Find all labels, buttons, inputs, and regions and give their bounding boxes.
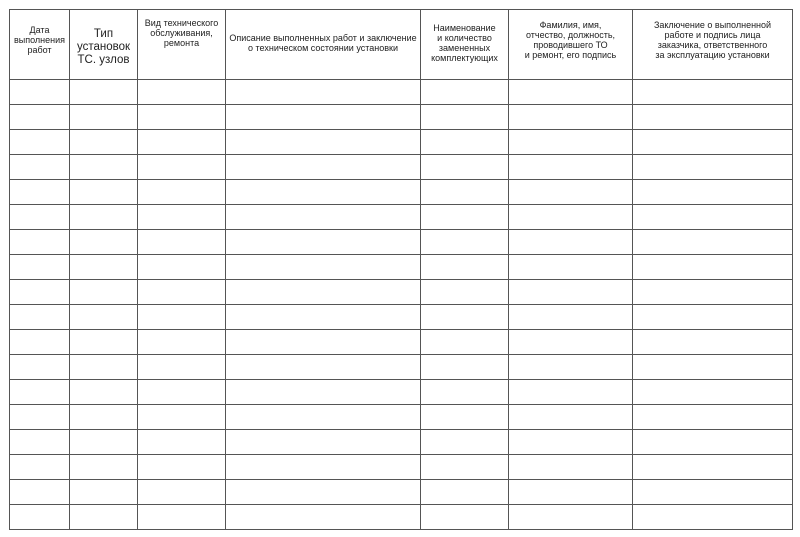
table-cell-service	[138, 405, 226, 430]
maintenance-log-sheet	[9, 9, 792, 529]
table-cell-desc	[226, 280, 421, 305]
header-service-type: Вид технического обслуживания, ремонта	[138, 10, 226, 80]
table-cell-service	[138, 505, 226, 530]
table-cell-desc	[226, 105, 421, 130]
table-body	[10, 80, 793, 530]
table-cell-service	[138, 455, 226, 480]
table-cell-parts	[421, 255, 509, 280]
table-cell-date	[10, 355, 70, 380]
table-cell-conclusion	[633, 180, 793, 205]
header-work-description: Описание выполненных работ и заключение о техническом состоянии установки	[226, 10, 421, 80]
header-customer-conclusion: Заключение о выполненной работе и подпись лица заказчика, ответственного за эксплуатацию установки	[633, 10, 793, 80]
table-cell-type	[70, 280, 138, 305]
table-row	[10, 80, 793, 105]
table-row	[10, 230, 793, 255]
table-cell-service	[138, 180, 226, 205]
table-header-row	[10, 10, 793, 80]
table-cell-date	[10, 180, 70, 205]
table-row	[10, 505, 793, 530]
header-installation-type: Тип установок ТС. узлов	[70, 10, 138, 80]
table-cell-type	[70, 455, 138, 480]
table-cell-parts	[421, 305, 509, 330]
table-cell-conclusion	[633, 505, 793, 530]
table-cell-service	[138, 205, 226, 230]
table-cell-desc	[226, 130, 421, 155]
table-cell-desc	[226, 155, 421, 180]
table-cell-person	[509, 305, 633, 330]
table-row	[10, 355, 793, 380]
table-cell-desc	[226, 480, 421, 505]
table-cell-conclusion	[633, 380, 793, 405]
table-cell-date	[10, 330, 70, 355]
table-cell-person	[509, 330, 633, 355]
header-technician: Фамилия, имя, отчество, должность, проводившего ТО и ремонт, его подпись	[509, 10, 633, 80]
table-cell-desc	[226, 455, 421, 480]
table-cell-type	[70, 80, 138, 105]
table-cell-conclusion	[633, 355, 793, 380]
table-cell-date	[10, 380, 70, 405]
table-cell-person	[509, 130, 633, 155]
table-cell-service	[138, 130, 226, 155]
table-cell-conclusion	[633, 330, 793, 355]
table-row	[10, 330, 793, 355]
table-row	[10, 405, 793, 430]
table-cell-conclusion	[633, 280, 793, 305]
table-cell-person	[509, 480, 633, 505]
table-row	[10, 480, 793, 505]
table-cell-parts	[421, 80, 509, 105]
table-row	[10, 255, 793, 280]
table-cell-service	[138, 305, 226, 330]
table-cell-person	[509, 105, 633, 130]
table-cell-desc	[226, 380, 421, 405]
table-cell-parts	[421, 230, 509, 255]
table-cell-parts	[421, 480, 509, 505]
table-cell-desc	[226, 405, 421, 430]
table-cell-parts	[421, 330, 509, 355]
table-cell-service	[138, 105, 226, 130]
table-cell-type	[70, 305, 138, 330]
table-cell-date	[10, 405, 70, 430]
table-cell-desc	[226, 430, 421, 455]
table-cell-type	[70, 405, 138, 430]
table-cell-service	[138, 355, 226, 380]
table-cell-desc	[226, 355, 421, 380]
table-cell-parts	[421, 280, 509, 305]
table-cell-conclusion	[633, 430, 793, 455]
maintenance-log-table	[9, 9, 793, 530]
table-cell-conclusion	[633, 80, 793, 105]
table-cell-conclusion	[633, 155, 793, 180]
table-cell-date	[10, 205, 70, 230]
table-cell-parts	[421, 405, 509, 430]
table-cell-parts	[421, 430, 509, 455]
table-cell-date	[10, 455, 70, 480]
table-cell-date	[10, 155, 70, 180]
table-cell-type	[70, 480, 138, 505]
table-cell-type	[70, 505, 138, 530]
table-cell-type	[70, 355, 138, 380]
table-cell-desc	[226, 180, 421, 205]
header-replaced-parts: Наименование и количество замененных комплектующих	[421, 10, 509, 80]
table-row	[10, 455, 793, 480]
table-cell-person	[509, 280, 633, 305]
table-cell-service	[138, 155, 226, 180]
table-cell-type	[70, 205, 138, 230]
table-cell-person	[509, 255, 633, 280]
table-cell-person	[509, 430, 633, 455]
table-cell-type	[70, 130, 138, 155]
table-cell-date	[10, 480, 70, 505]
table-row	[10, 430, 793, 455]
table-cell-service	[138, 280, 226, 305]
table-row	[10, 305, 793, 330]
table-cell-service	[138, 230, 226, 255]
table-cell-parts	[421, 130, 509, 155]
table-cell-parts	[421, 155, 509, 180]
table-row	[10, 105, 793, 130]
table-cell-parts	[421, 205, 509, 230]
table-cell-date	[10, 255, 70, 280]
table-cell-date	[10, 230, 70, 255]
table-cell-date	[10, 130, 70, 155]
table-cell-date	[10, 505, 70, 530]
table-cell-parts	[421, 355, 509, 380]
table-cell-service	[138, 380, 226, 405]
table-cell-person	[509, 505, 633, 530]
table-cell-service	[138, 255, 226, 280]
table-cell-type	[70, 430, 138, 455]
table-row	[10, 155, 793, 180]
table-cell-date	[10, 280, 70, 305]
table-cell-person	[509, 180, 633, 205]
table-cell-person	[509, 380, 633, 405]
table-cell-date	[10, 430, 70, 455]
table-cell-type	[70, 380, 138, 405]
table-cell-service	[138, 330, 226, 355]
table-cell-person	[509, 155, 633, 180]
table-cell-type	[70, 180, 138, 205]
table-cell-conclusion	[633, 130, 793, 155]
table-cell-person	[509, 80, 633, 105]
table-cell-person	[509, 405, 633, 430]
table-cell-desc	[226, 255, 421, 280]
table-cell-person	[509, 230, 633, 255]
table-cell-service	[138, 480, 226, 505]
table-cell-parts	[421, 505, 509, 530]
table-cell-parts	[421, 105, 509, 130]
table-cell-desc	[226, 80, 421, 105]
table-cell-conclusion	[633, 255, 793, 280]
table-cell-type	[70, 230, 138, 255]
table-cell-desc	[226, 230, 421, 255]
table-cell-desc	[226, 330, 421, 355]
table-cell-parts	[421, 180, 509, 205]
table-row	[10, 130, 793, 155]
header-date: Дата выполнения работ	[10, 10, 70, 80]
table-cell-conclusion	[633, 105, 793, 130]
table-cell-conclusion	[633, 205, 793, 230]
table-cell-conclusion	[633, 405, 793, 430]
table-cell-service	[138, 430, 226, 455]
table-row	[10, 180, 793, 205]
table-cell-person	[509, 455, 633, 480]
table-row	[10, 280, 793, 305]
table-cell-desc	[226, 505, 421, 530]
table-cell-desc	[226, 305, 421, 330]
table-cell-desc	[226, 205, 421, 230]
table-cell-parts	[421, 380, 509, 405]
table-cell-conclusion	[633, 480, 793, 505]
table-cell-conclusion	[633, 305, 793, 330]
table-cell-date	[10, 305, 70, 330]
table-cell-conclusion	[633, 230, 793, 255]
table-cell-type	[70, 330, 138, 355]
table-cell-person	[509, 205, 633, 230]
table-row	[10, 380, 793, 405]
table-cell-date	[10, 80, 70, 105]
table-cell-type	[70, 155, 138, 180]
table-row	[10, 205, 793, 230]
table-cell-type	[70, 255, 138, 280]
table-cell-service	[138, 80, 226, 105]
table-cell-date	[10, 105, 70, 130]
table-cell-conclusion	[633, 455, 793, 480]
table-cell-parts	[421, 455, 509, 480]
table-cell-person	[509, 355, 633, 380]
table-cell-type	[70, 105, 138, 130]
